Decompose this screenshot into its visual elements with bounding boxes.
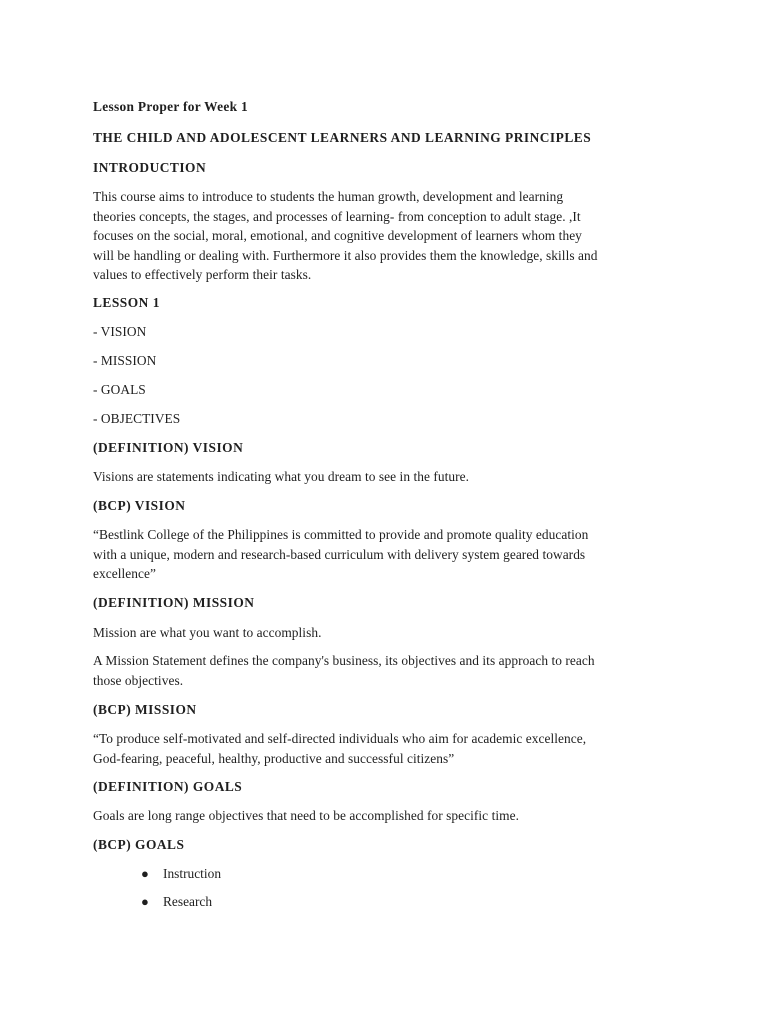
definition-mission-text: Mission are what you want to accomplish. (93, 625, 322, 640)
definition-mission-heading: (DEFINITION) MISSION (93, 595, 255, 610)
bcp-vision-line: with a unique, modern and research-based curriculum with delivery system geared towards (93, 546, 586, 562)
introduction-line: will be handling or dealing with. Furthermore it also provides them the knowledge, skills and (93, 247, 598, 263)
introduction-line: focuses on the social, moral, emotional, and cognitive development of learners whom they (93, 228, 582, 243)
mission-statement-line: A Mission Statement defines the company's business, its objectives and its approach to reach (93, 653, 595, 668)
mission-statement-line: those objectives. (93, 672, 184, 688)
list-item (93, 864, 493, 884)
bullet-icon: ● (141, 893, 149, 909)
bcp-vision-line: excellence” (93, 566, 156, 581)
introduction-line: This course aims to introduce to students the human growth, development and learning (93, 189, 564, 204)
bcp-vision-line: “Bestlink College of the Philippines is committed to provide and promote quality education (93, 527, 589, 542)
lesson-item: - MISSION (93, 353, 157, 368)
goal-item-label: Instruction (163, 866, 222, 881)
lesson-heading: LESSON 1 (93, 295, 160, 310)
definition-goals-heading: (DEFINITION) GOALS (93, 779, 243, 794)
goal-item-label: Research (163, 893, 213, 909)
bcp-mission-line: God-fearing, peaceful, healthy, productive and successful citizens” (93, 750, 455, 766)
introduction-heading: INTRODUCTION (93, 160, 207, 175)
bcp-goals-heading: (BCP) GOALS (93, 837, 185, 852)
definition-goals-text: Goals are long range objectives that need to be accomplished for specific time. (93, 808, 519, 823)
bcp-mission-line: “To produce self-motivated and self-directed individuals who aim for academic excellence, (93, 731, 587, 746)
course-title: THE CHILD AND ADOLESCENT LEARNERS AND LEARNING PRINCIPLES (93, 130, 592, 145)
definition-vision-heading: (DEFINITION) VISION (93, 440, 244, 455)
introduction-line: theories concepts, the stages, and processes of learning- from conception to adult stage. ,It (93, 208, 581, 224)
bullet-icon: ● (141, 866, 149, 881)
bcp-vision-statement (93, 525, 693, 584)
bcp-vision-heading: (BCP) VISION (93, 498, 186, 513)
mission-statement-definition (93, 651, 693, 690)
introduction-line: values to effectively perform their tasks. (93, 267, 312, 282)
bcp-mission-heading: (BCP) MISSION (93, 702, 197, 717)
bcp-mission-statement (93, 729, 693, 768)
lesson-item: - GOALS (93, 382, 146, 397)
introduction-paragraph (93, 187, 693, 285)
definition-vision-text: Visions are statements indicating what you dream to see in the future. (93, 469, 470, 484)
lesson-item: - OBJECTIVES (93, 411, 181, 426)
lesson-item: - VISION (93, 324, 147, 339)
week-title: Lesson Proper for Week 1 (93, 99, 248, 114)
list-item (93, 892, 493, 912)
bcp-goals-list (93, 864, 493, 911)
